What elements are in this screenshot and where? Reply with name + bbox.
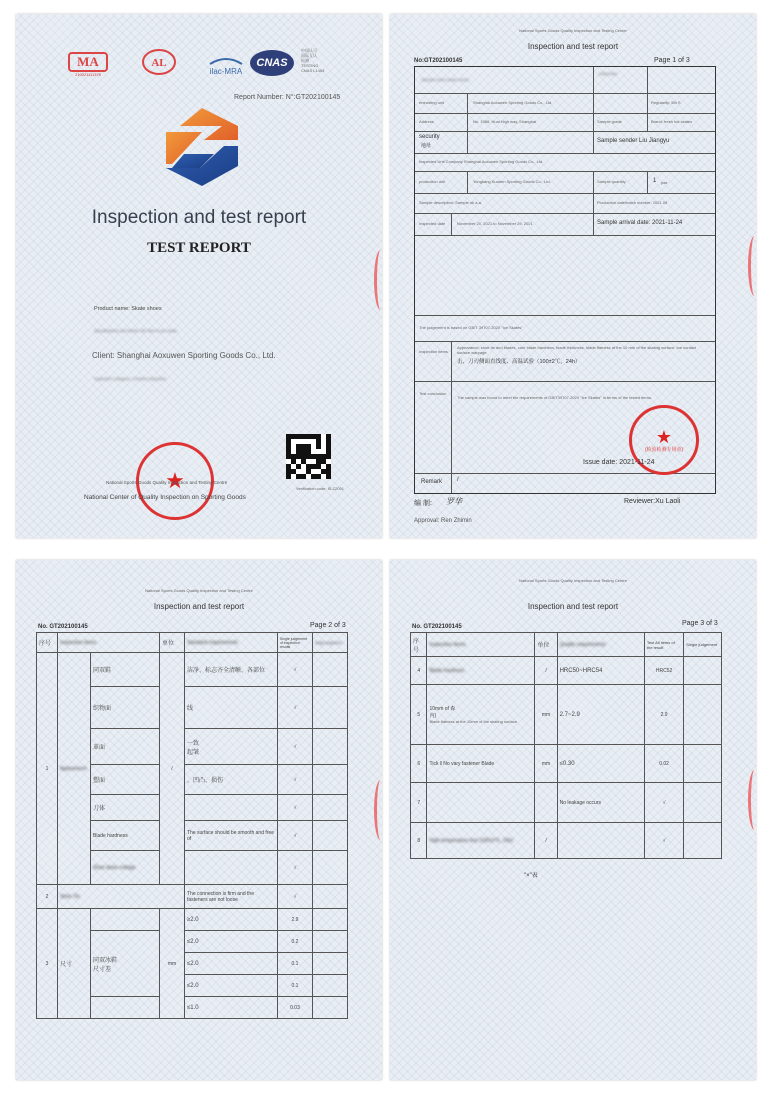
sample-qty-label: Sample quantity xyxy=(597,179,626,184)
footnote: "×"表 xyxy=(524,873,538,879)
table-header xyxy=(37,633,348,653)
col-unit: 单位 xyxy=(160,633,185,653)
report-page-1 xyxy=(390,14,756,538)
cnas-line: 国际互认 xyxy=(301,53,317,58)
cover-page xyxy=(16,14,382,538)
col-judgement: Single judgement xyxy=(684,633,722,657)
row-inspection-items xyxy=(415,341,715,382)
col-requirement: Quality requirements xyxy=(557,633,644,657)
cnas-line: 中国认可 xyxy=(301,48,317,53)
requirement: 线 xyxy=(185,687,278,729)
trademark-label: trademark xyxy=(599,71,618,76)
svg-text:ilac-MRA: ilac-MRA xyxy=(209,67,243,76)
sample-sender: Sample sender Liu Jiangyu xyxy=(597,138,670,144)
compiler-label: 编 制: xyxy=(414,500,432,507)
report-page-2 xyxy=(16,560,382,1080)
requirement xyxy=(185,795,278,821)
sub-item: 塑面 xyxy=(91,765,160,795)
row-name: Appearance xyxy=(58,653,91,885)
row-requirement: No leakage occurs xyxy=(557,783,644,823)
col-result: Test All items of the result xyxy=(644,633,683,657)
result-check: √ xyxy=(278,653,313,687)
table-row xyxy=(411,745,722,783)
report-no: No:GT202100145 xyxy=(414,58,463,64)
inspected-unit: Inspected Unit Company Shanghai Aoxuwen Sporting Goods Co., Ltd. xyxy=(419,159,544,164)
table-row xyxy=(37,909,348,931)
page-indicator: Page 1 of 3 xyxy=(654,57,690,64)
inspection-table xyxy=(410,632,722,859)
requirement: 洁净、标志齐全清晰、各部位 xyxy=(185,653,278,687)
compiler-signature: 罗华 xyxy=(446,497,462,506)
header-small: National Sports Goods Quality Inspection and Testing Center xyxy=(519,28,627,33)
table-row xyxy=(411,657,722,685)
requirement: ≤2.0 xyxy=(185,931,278,953)
report-title: Inspection and test report xyxy=(527,602,619,611)
row-requirement: ≤0.30 xyxy=(557,745,644,783)
requirement: The connection is firm and the fasteners are not loose xyxy=(185,885,278,909)
seal-star-icon: ★ xyxy=(655,426,673,447)
production-label: production unit xyxy=(419,179,446,184)
ilac-logo xyxy=(206,54,246,78)
row-description xyxy=(415,193,715,214)
page-indicator: Page 3 of 3 xyxy=(682,620,718,627)
row-production xyxy=(415,171,715,194)
entrusting-value: Shanghai Aoxuwen Sporting Goods Co., Ltd. xyxy=(473,100,553,105)
row-seq: 2 xyxy=(37,885,58,909)
table-row xyxy=(411,783,722,823)
col-item: Inspection items xyxy=(58,633,160,653)
title-english: Inspection and test report xyxy=(91,207,307,228)
row-seq: 7 xyxy=(411,783,427,823)
arrival-date: Sample arrival date: 2021-11-24 xyxy=(597,220,683,226)
row-address xyxy=(415,113,715,132)
cnas-mark xyxy=(250,50,294,78)
security-cn: 地址 xyxy=(421,143,432,149)
row-requirement xyxy=(557,823,644,859)
result-value: 0.1 xyxy=(278,975,313,997)
row-seq: 3 xyxy=(37,909,58,1019)
header-small: National Sports Goods Quality Inspection and Testing Centre xyxy=(145,588,253,593)
inspected-date-value: November 20, 2021 to November 29, 2021 xyxy=(457,221,533,226)
result-check: √ xyxy=(278,765,313,795)
row-unit: / xyxy=(535,823,557,859)
cma-number: 210021111378 xyxy=(75,72,101,77)
row-item xyxy=(427,783,535,823)
edge-seal-fragment xyxy=(374,780,387,840)
sub-item: Blade hardness xyxy=(91,821,160,851)
row-blank-area xyxy=(415,235,715,316)
sub-item: 革面 xyxy=(91,729,160,765)
svg-text:AL: AL xyxy=(151,57,167,69)
z-logo-icon xyxy=(164,106,240,188)
report-title: Inspection and test report xyxy=(527,42,619,51)
col-item: Inspection items xyxy=(427,633,535,657)
row-item: High temperature test (100±2℃, 24h) xyxy=(427,823,535,859)
production-value: Yongkang Kuairen Sporting Goods Co., Ltd. xyxy=(473,179,551,184)
cnas-logo: CNAS xyxy=(250,50,294,76)
report-number: Report Number: N°:GT202100145 xyxy=(234,94,341,101)
spec-model: Specifications and Model: 5th Skin hi pro skate xyxy=(94,328,177,333)
row-item: 10mm of 森 内) xyxy=(429,706,456,719)
remark-value: / xyxy=(457,477,459,483)
row-security xyxy=(415,131,715,154)
sub-item: 刀体 xyxy=(91,795,160,821)
edge-seal-fragment xyxy=(748,770,761,830)
inspection-category: Inspection Category: Contract Inspection xyxy=(94,376,167,381)
inspection-table xyxy=(36,632,348,1019)
col-seq: 序号 xyxy=(411,633,427,657)
test-conclusion-label: Test conclusion xyxy=(419,391,447,396)
row-seq: 1 xyxy=(37,653,58,885)
verification-code: Verification code: SLZZ001 xyxy=(296,486,345,491)
cal-logo xyxy=(141,48,177,78)
header-small: National Sports Goods Quality Inspection and Testing Centre xyxy=(519,578,627,583)
table-row xyxy=(37,885,348,909)
cal-mark xyxy=(141,48,177,78)
row-test-conclusion xyxy=(415,381,715,474)
cnas-line: CNAS L1453 xyxy=(301,68,325,73)
row-inspected-unit xyxy=(415,153,715,172)
inspected-date-label: Inspected date xyxy=(419,221,446,226)
row-inspected-date xyxy=(415,213,715,236)
regularity: Regularity: 5th S xyxy=(651,100,681,105)
client: Client: Shanghai Aoxuwen Sporting Goods Co., Ltd. xyxy=(92,351,276,360)
row-unit: mm xyxy=(160,909,185,1019)
sample-grade-label: Sample grade xyxy=(597,119,622,124)
production-date: Production date/batch number: 2021.09 xyxy=(597,200,668,205)
result-check: √ xyxy=(278,821,313,851)
requirement: 一致 起皱 xyxy=(185,729,278,765)
page-indicator: Page 2 of 3 xyxy=(310,622,346,629)
result-check: √ xyxy=(278,851,313,885)
col-judgement: Single judgement xyxy=(313,633,348,653)
row-seq: 6 xyxy=(411,745,427,783)
row-sample-name xyxy=(415,67,715,94)
report-table xyxy=(414,66,716,494)
requirement: ≥2.0 xyxy=(185,909,278,931)
sample-qty-value: 1 xyxy=(653,178,657,184)
requirement: 、凹凸、损伤 xyxy=(185,765,278,795)
requirement: ≤1.0 xyxy=(185,997,278,1019)
col-result: Single judgement of inspection results xyxy=(278,633,313,653)
address-value: No. 1988, Huai High way, Shanghai xyxy=(473,119,537,124)
issue-date: Issue date: 2021-11-24 xyxy=(583,459,655,466)
row-unit: mm xyxy=(535,745,557,783)
cnas-line: TESTING xyxy=(301,63,319,68)
row-item: Tick ‖ No vary fastener Blade xyxy=(427,745,535,783)
report-page-3 xyxy=(390,560,756,1080)
col-unit: 单位 xyxy=(535,633,557,657)
reviewer: Reviewer:Xu Laoli xyxy=(624,498,681,505)
report-no: No. GT202100145 xyxy=(412,624,462,630)
sub-item: 织物面 xyxy=(91,687,160,729)
result-check: √ xyxy=(278,729,313,765)
company-logo xyxy=(164,106,240,188)
cnas-line: 检测 xyxy=(301,58,309,63)
seal-star-icon: ★ xyxy=(165,468,185,493)
row-result: HRC52 xyxy=(644,657,683,685)
sample-grade-value: Brand: fresh hot skates xyxy=(651,119,693,124)
requirement: ≤2.0 xyxy=(185,975,278,997)
col-requirement: Standard requirements xyxy=(185,633,278,653)
cnas-text-block xyxy=(301,48,341,73)
row-judgement xyxy=(415,315,715,342)
row-result: 0.02 xyxy=(644,745,683,783)
row-unit: / xyxy=(535,657,557,685)
title-test-report: TEST REPORT xyxy=(147,240,251,256)
row-seq: 8 xyxy=(411,823,427,859)
sample-name: Sample name shake shoes xyxy=(421,77,470,82)
inspection-items-cn: 击、刀刃侧面直线度、高温试验（100±2℃，24h） xyxy=(457,359,581,365)
table-row xyxy=(411,823,722,859)
approval: Approval: Ren Zhimin xyxy=(414,518,472,524)
result-value: 0.2 xyxy=(278,931,313,953)
table-header xyxy=(411,633,722,657)
row-requirement: HRC50~HRC54 xyxy=(557,657,644,685)
qr-code xyxy=(286,434,331,479)
cma-mark xyxy=(68,52,108,77)
result-value: 0.1 xyxy=(278,953,313,975)
row-item: Blade hardness xyxy=(427,657,535,685)
org-name-line1: National Sports Goods Quality Inspection and Testing Centre xyxy=(106,480,228,485)
table-row xyxy=(411,685,722,745)
row-item-cell xyxy=(427,685,535,745)
result-check: √ xyxy=(278,795,313,821)
col-seq: 序号 xyxy=(37,633,58,653)
row-unit: mm xyxy=(535,685,557,745)
sub-item: 同双冰鞋 尺寸差 xyxy=(91,931,160,997)
inspection-items-label: Inspection items xyxy=(419,349,448,354)
remark-label: Remark xyxy=(421,479,443,485)
row-requirement: 2.7~2.9 xyxy=(557,685,644,745)
entrusting-label: entrusting unit xyxy=(419,100,445,105)
sub-item: Shoe down voltage xyxy=(91,851,160,885)
cma-logo: MA xyxy=(68,52,108,72)
result-check: √ xyxy=(278,687,313,729)
judgement-basis: The judgement is based on GB/T 39707-2020 "Ice Skates" xyxy=(419,325,523,330)
row-entrusting xyxy=(415,93,715,114)
sample-qty-unit: pair xyxy=(661,180,668,185)
report-title: Inspection and test report xyxy=(153,602,245,611)
edge-seal-fragment xyxy=(748,236,761,296)
sub-item xyxy=(91,997,160,1019)
row-result: 2.9 xyxy=(644,685,683,745)
row-name: 尺寸 xyxy=(58,909,91,1019)
sub-item xyxy=(91,909,160,931)
row-unit: / xyxy=(160,653,185,885)
row-item-desc: Blade flatness at the 10mm of the skating surface xyxy=(429,719,518,724)
row-name: Shoe Tie xyxy=(58,885,185,909)
sub-item: 同双鞋 xyxy=(91,653,160,687)
row-unit xyxy=(535,783,557,823)
result-value: 2.9 xyxy=(278,909,313,931)
requirement: The surface should be smooth and free of xyxy=(185,821,278,851)
test-conclusion-value: The sample was found to meet the requirements of GB/T39707-2020 "Ice Skates" in terms of the tested items. xyxy=(457,395,652,400)
sample-description: Sample description: Sample ok a.a. xyxy=(419,200,482,205)
seal-text: (检验检测专用章) xyxy=(644,446,684,453)
row-remark xyxy=(415,473,715,493)
table-row xyxy=(37,653,348,687)
result-value: 0.03 xyxy=(278,997,313,1019)
org-name-line2: National Center of Quality Inspection on Sporting Goods xyxy=(84,494,246,501)
product-name: Product name: Skate shoes xyxy=(94,306,162,312)
requirement: ≤2.0 xyxy=(185,953,278,975)
report-no: No. GT202100145 xyxy=(38,624,88,630)
row-result: √ xyxy=(644,823,683,859)
requirement xyxy=(185,851,278,885)
edge-seal-fragment xyxy=(374,250,387,310)
row-seq: 4 xyxy=(411,657,427,685)
row-seq: 5 xyxy=(411,685,427,745)
row-result: √ xyxy=(644,783,683,823)
inspection-items-value: Appearance, shoe tie and blades, core blade hardness, blade thickness, blade flatness at the 10 mm of the skating surface, toe contact surface warpage xyxy=(457,345,697,355)
result-check: √ xyxy=(278,885,313,909)
security-label: security xyxy=(419,134,440,140)
address-label: Address xyxy=(419,119,434,124)
ilac-mra-mark xyxy=(206,54,246,78)
